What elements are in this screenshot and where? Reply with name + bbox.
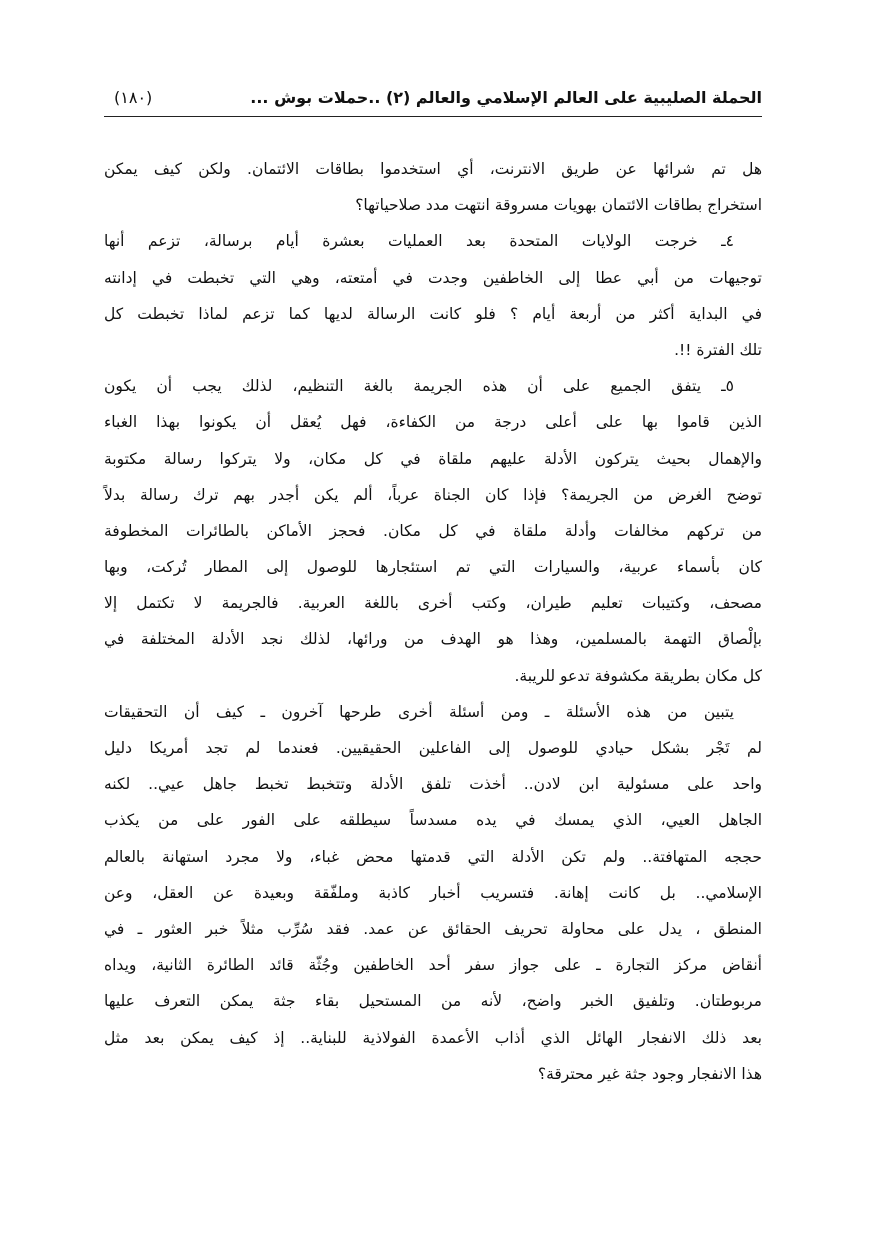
text-line: توجيهات من أبي عطا إلى الخاطفين وجدت في أمتعته، وهي التي تخبطت في إدانته	[104, 268, 762, 287]
running-header	[104, 86, 762, 117]
text-line: أنقاض مركز التجارة ـ على جواز سفر أحد الخاطفين وجُثّة قائد الطائرة الثانية، ويداه	[104, 956, 762, 975]
text-line: هل تم شرائها عن طريق الانترنت، أي استخدموا بطاقات الائتمان. ولكن كيف يمكن	[104, 160, 762, 178]
text-line: في البداية أكثر من أربعة أيام ؟ فلو كانت الرسالة لديها كما تزعم لماذا تخبطت كل	[104, 304, 762, 323]
text-line: تلك الفترة !!.	[674, 340, 762, 359]
text-line: حججه المتهافتة.. ولم تكن الأدلة التي قدمتها محض غباء، ولا مجرد استهانة بالعالم	[104, 847, 762, 866]
body-text	[104, 151, 762, 1092]
text-line: المنطق ، يدل على محاولة تحريف الحقائق عن عمد. فقد سُرِّب مثلاً خبر العثور ـ في	[104, 919, 762, 938]
text-line: كل مكان بطريقة مكشوفة تدعو للريبة.	[514, 666, 762, 685]
text-line: مربوطتان. وتلفيق الخبر واضح، لأنه من المستحيل بقاء جثة يمكن التعرف عليها	[104, 992, 762, 1011]
text-line: مصحف، وكتيبات تعليم طيران، وكتب أخرى باللغة العربية. فالجريمة لا تكتمل إلا	[104, 594, 762, 613]
text-line: من تركهم مخالفات وأدلة ملقاة في كل مكان. فحجز الأماكن بالطائرات المخطوفة	[104, 521, 762, 540]
text-line: بعد ذلك الانفجار الهائل الذي أذاب الأعمدة الفولاذية للبناية.. إذ كيف يمكن بعد مثل	[104, 1028, 762, 1047]
text-line: استخراج بطاقات الائتمان بهويات مسروقة انتهت مدد صلاحياتها؟	[355, 196, 762, 215]
text-line: لم تَجْر بشكل حيادي للوصول إلى الفاعلين الحقيقيين. فعندما لم تجد أمريكا دليل	[104, 739, 762, 757]
header-title: الحملة الصليبية على العالم الإسلامي والعالم (٢) ..حملات بوش ...	[250, 88, 762, 107]
text-line: توضح الغرض من الجريمة؟ فإذا كان الجناة عرباً، ألم يكن أجدر بهم ترك رسالة بدلاً	[104, 485, 762, 504]
text-line: ٥ـ يتفق الجميع على أن هذه الجريمة بالغة التنظيم، لذلك يجب أن يكون	[104, 377, 734, 396]
text-line: الذين قاموا بها على أعلى درجة من الكفاءة، فهل يُعقل أن يكونوا بهذا الغباء	[104, 413, 762, 432]
page-number: (١٨٠)	[114, 88, 153, 107]
text-line: بإلْصاق التهمة بالمسلمين، وهذا هو الهدف من ورائها، لذلك نجد الأدلة المختلفة في	[104, 630, 762, 649]
text-line: يتبين من هذه الأسئلة ـ ومن أسئلة أخرى طرحها آخرون ـ كيف أن التحقيقات	[104, 702, 734, 721]
text-line: ٤ـ خرجت الولايات المتحدة بعد العمليات بعشرة أيام برسالة، تزعم أنها	[104, 232, 734, 251]
text-line: والإهمال بحيث يتركون الأدلة عليهم ملقاة في كل مكان، ولا يتركوا رسالة مكتوبة	[104, 449, 762, 468]
text-line: واحد على مسئولية ابن لادن.. أخذت تلفق الأدلة وتتخبط تخبط جاهل عيي.. لكنه	[104, 775, 762, 794]
text-line: الجاهل العيي، الذي يمسك في يده مسدساً سيطلقه على الفور على من يكذب	[104, 811, 762, 830]
text-line: الإسلامي.. بل كانت إهانة. فتسريب أخبار كاذبة وملفّقة وبعيدة عن العقل، وعن	[104, 883, 762, 902]
text-line: هذا الانفجار وجود جثة غير محترقة؟	[537, 1064, 762, 1083]
text-line: كان بأسماء عربية، والسيارات التي تم استئجارها للوصول إلى المطار تُركت، وبها	[104, 558, 762, 577]
